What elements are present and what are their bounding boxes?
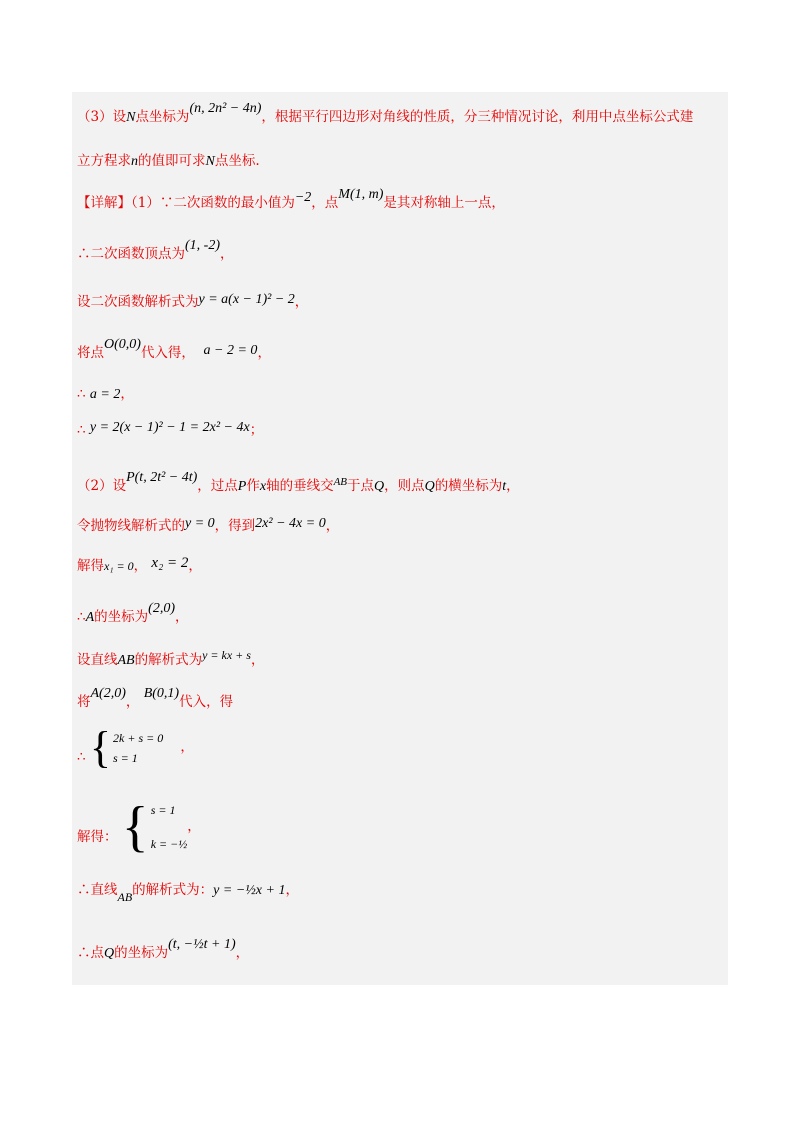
math: AB [117, 653, 135, 668]
line-ab-result [77, 881, 299, 904]
text: ，则点 [384, 478, 425, 494]
math: y = a(x − 1)² − 2 [198, 292, 295, 307]
math: P(t, 2t² − 4t) [126, 470, 198, 485]
text: 代入得， [140, 345, 195, 361]
math: A [85, 610, 95, 625]
math-coordinate: (n, 2n² − 4n) [189, 101, 262, 116]
math: AB [333, 476, 348, 488]
math: −2 [294, 190, 312, 205]
text: ∴直线 [77, 882, 118, 898]
text: ， [120, 386, 134, 402]
math: y = −½x + 1 [213, 883, 286, 898]
text: ， [180, 739, 194, 755]
equation-row: k = −½ [150, 837, 188, 851]
text: 的横坐标为 [434, 478, 503, 494]
text: （3）设 [77, 109, 127, 125]
text: 的解析式为： [132, 882, 214, 898]
math: B(0,1) [143, 686, 180, 701]
math: Q [424, 479, 435, 494]
text: 点坐标. [214, 153, 260, 169]
math: O(0,0) [104, 337, 141, 352]
line-substitute-ab [77, 686, 234, 712]
math: Q [104, 946, 115, 961]
math: N [126, 110, 136, 125]
equation-system: { 2k + s = 0 s = 1 [89, 722, 164, 772]
equation-row: s = 1 [150, 803, 176, 817]
text: ，根据平行四边形对角线的性质，分三种情况讨论，利用中点坐标公式建 [261, 109, 694, 125]
line-system-solution [77, 796, 201, 858]
solution-system: { s = 1 k = −½ [121, 796, 188, 858]
line-system [77, 722, 194, 772]
text: 作 [246, 478, 260, 494]
text: 令抛物线解析式的 [77, 518, 185, 534]
text: 于点 [347, 478, 375, 494]
line-part3-hint-cont [77, 152, 260, 171]
math: a − 2 = 0 [203, 343, 258, 358]
text: ， [174, 609, 189, 625]
text: ， [187, 818, 201, 835]
math: x [259, 479, 267, 494]
math: y = 0 [185, 516, 215, 531]
text: ∴点 [77, 945, 104, 961]
text: ，过点 [197, 478, 238, 494]
math: x₁ = 0 [104, 559, 134, 573]
text: 解得 [77, 558, 104, 574]
math: y = kx + s [202, 648, 251, 662]
text: ， [257, 345, 271, 361]
text: 设直线 [77, 652, 118, 668]
text: 是其对称轴上一点， [383, 195, 505, 211]
line-point-a [77, 601, 189, 627]
text: ， [188, 558, 202, 574]
math: x₂ = 2 [151, 555, 189, 571]
text: 的坐标为 [114, 945, 169, 961]
text: ∴ [77, 386, 86, 402]
math: y = 2(x − 1)² − 1 = 2x² − 4x [89, 420, 250, 435]
text: 的坐标为 [94, 609, 149, 625]
math: P [237, 479, 247, 494]
line-vertex-form [77, 293, 308, 312]
text: ， [133, 558, 148, 574]
text: 将点 [77, 345, 104, 361]
text: ， [285, 882, 299, 898]
text: ，点 [311, 195, 339, 211]
text: ， [125, 694, 140, 710]
math: N [205, 154, 215, 169]
text: ∴二次函数顶点为 [77, 246, 185, 262]
text: ， [235, 945, 250, 961]
line-part2-setup [77, 470, 520, 496]
text: 点坐标为 [135, 109, 190, 125]
text: ， [250, 652, 265, 668]
text: ∴ [77, 422, 86, 438]
equation-row: 2k + s = 0 [113, 730, 164, 745]
math: Q [374, 479, 385, 494]
line-parabola [77, 421, 263, 440]
math: (1, -2) [185, 238, 220, 253]
math: M(1, m) [338, 187, 384, 202]
text: 的解析式为 [134, 652, 203, 668]
text: ∴ [77, 749, 86, 765]
text: 立方程求 [77, 153, 131, 169]
line-part3-hint [77, 101, 694, 127]
math: 2x² − 4x = 0 [255, 516, 326, 531]
math: AB [117, 890, 133, 904]
text: ， [294, 294, 309, 310]
line-detail-1 [77, 187, 505, 213]
math: n [131, 154, 138, 169]
line-vertex [77, 238, 234, 264]
text: （2）设 [77, 478, 127, 494]
text: 轴的垂线交 [266, 478, 334, 494]
text: 代入，得 [179, 694, 234, 710]
text: 将 [77, 694, 91, 710]
text: ，得到 [214, 518, 256, 534]
equation-row: s = 1 [113, 750, 138, 765]
line-q-coordinate [77, 937, 250, 963]
text: 设二次函数解析式为 [77, 294, 199, 310]
text: 解得： [77, 828, 118, 845]
line-let-y-zero [77, 517, 339, 536]
math: (2,0) [148, 601, 175, 616]
math: t [502, 479, 507, 494]
math: A(2,0) [90, 686, 126, 701]
math: (t, −½t + 1) [168, 937, 236, 952]
text: ∴ [77, 609, 86, 625]
text: ； [249, 422, 264, 438]
text: ， [220, 246, 234, 262]
line-ab-form [77, 648, 265, 670]
line-roots [77, 557, 202, 575]
text: 【详解】（1）∵二次函数的最小值为 [77, 195, 295, 211]
text: ， [325, 518, 340, 534]
text: 的值即可求 [138, 153, 206, 169]
line-substitute-o [77, 337, 271, 363]
text: ， [506, 478, 520, 494]
line-a-value [77, 385, 134, 404]
math: a = 2 [89, 387, 121, 402]
